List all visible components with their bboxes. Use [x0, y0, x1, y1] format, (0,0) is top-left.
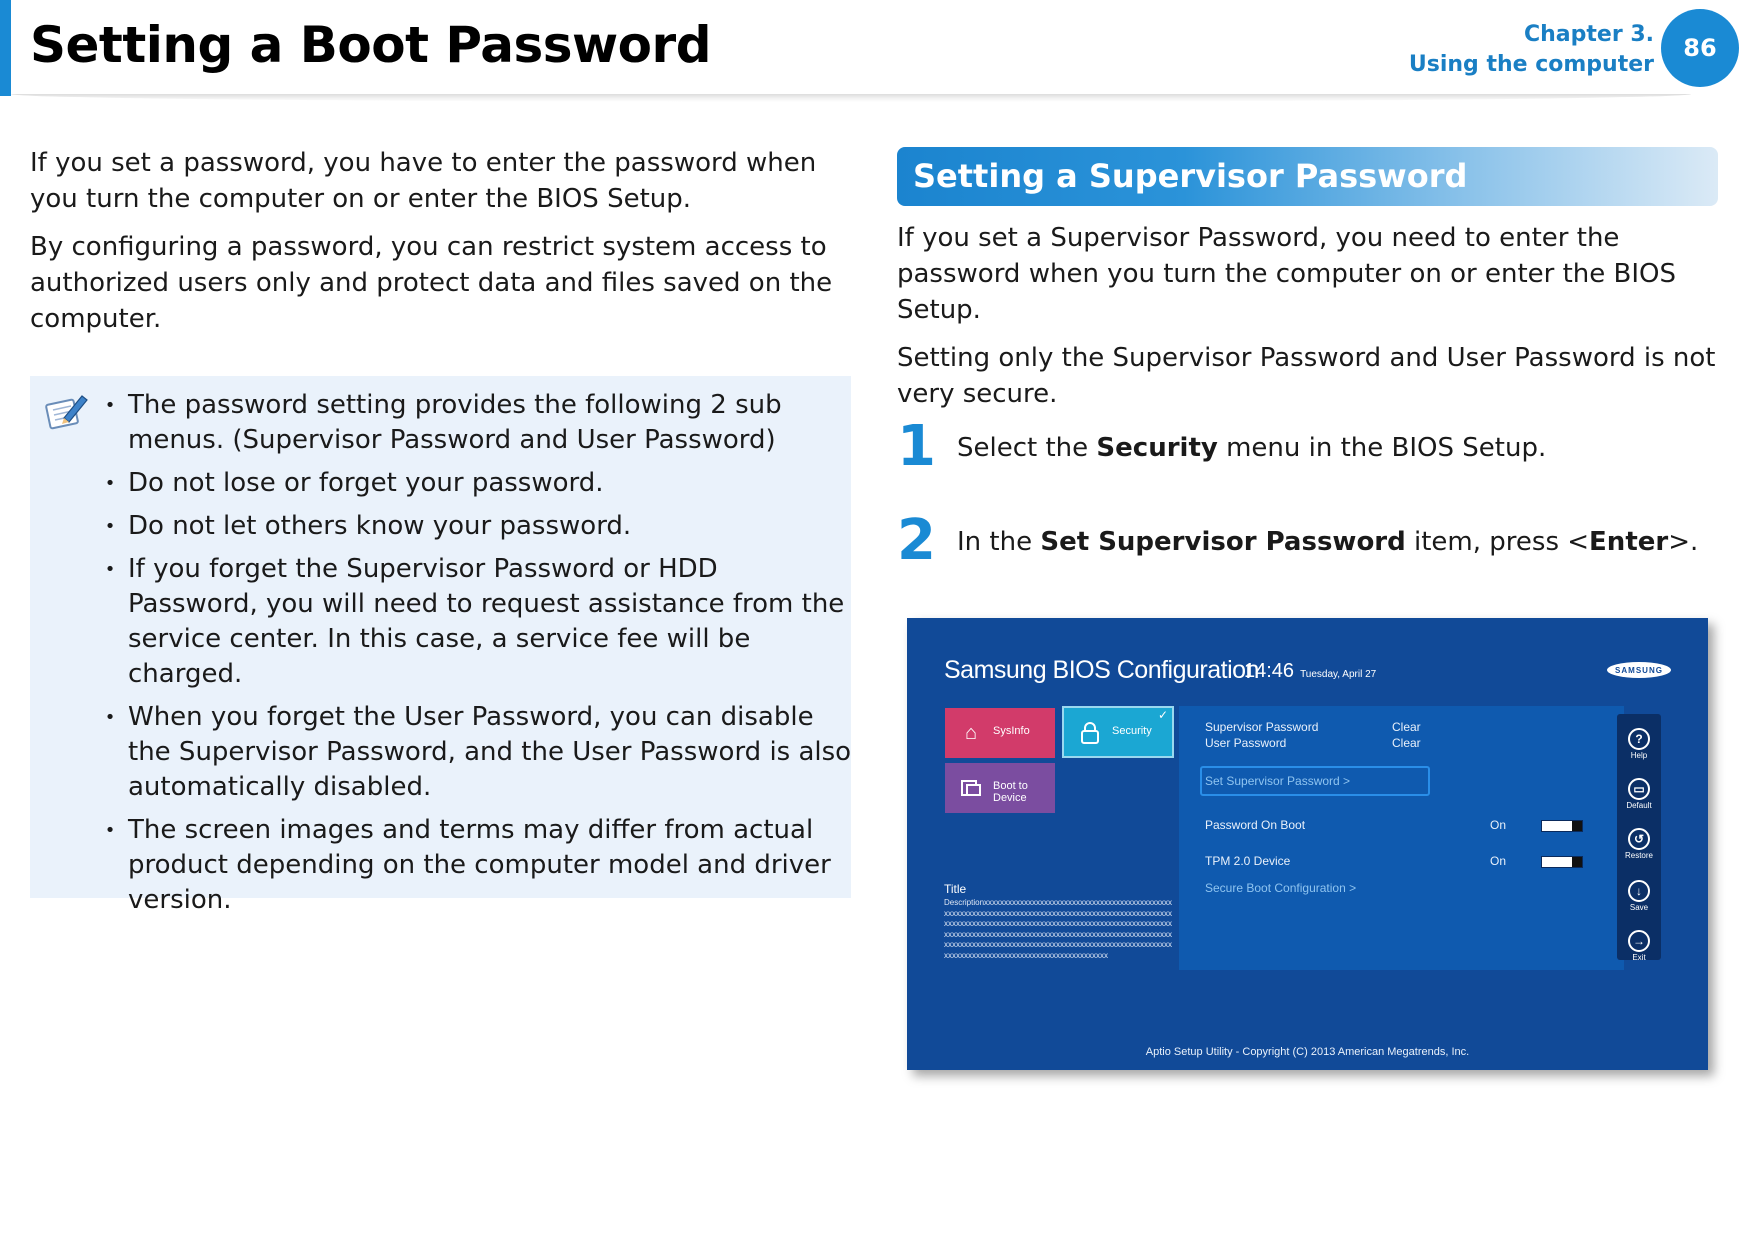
restore-icon: ↺: [1628, 828, 1650, 850]
user-password-status: Clear: [1392, 736, 1421, 750]
tpm-device-toggle[interactable]: [1541, 856, 1583, 868]
bios-tile-security[interactable]: Security ✓: [1062, 706, 1174, 758]
tpm-device-value: On: [1490, 854, 1507, 868]
step-text: In the Set Supervisor Password item, press <Enter>.: [957, 527, 1699, 557]
exit-icon: →: [1628, 930, 1650, 952]
chapter-heading: [1409, 20, 1654, 80]
user-password-label: User Password: [1205, 736, 1287, 750]
section-paragraph-2: Setting only the Supervisor Password and User Password is not very secure.: [897, 343, 1716, 409]
default-icon: ▭: [1628, 778, 1650, 800]
note-pencil-icon: [42, 388, 92, 438]
samsung-logo: SAMSUNG: [1607, 662, 1671, 678]
note-item: • Do not let others know your password.: [104, 511, 632, 541]
bios-tile-boot[interactable]: Boot to Device: [945, 763, 1055, 813]
home-icon: ⌂: [964, 721, 978, 744]
step-number: 1: [897, 414, 936, 479]
set-supervisor-password-item[interactable]: Set Supervisor Password >: [1205, 774, 1351, 788]
step-1: [897, 414, 1727, 480]
exit-button[interactable]: → Exit: [1617, 930, 1661, 962]
bios-side-menu: [1617, 714, 1661, 960]
secure-boot-configuration-item[interactable]: Secure Boot Configuration >: [1205, 881, 1357, 895]
note-box: [30, 376, 852, 915]
check-icon: ✓: [1157, 708, 1168, 722]
bios-title: Samsung BIOS Configuration: [944, 656, 1259, 684]
note-item: • Do not lose or forget your password.: [104, 468, 604, 498]
section-header-bar: [897, 147, 1718, 206]
restore-button[interactable]: ↺ Restore: [1617, 828, 1661, 860]
lock-icon: [1078, 721, 1102, 745]
note-item: • The screen images and terms may differ from actual product depending on the computer model and driver version.: [104, 815, 831, 915]
boot-device-icon: [959, 776, 983, 800]
section-body: [897, 220, 1727, 424]
save-button[interactable]: ↓ Save: [1617, 880, 1661, 912]
bios-screenshot: [907, 618, 1708, 1070]
default-button[interactable]: ▭ Default: [1617, 778, 1661, 810]
chapter-title: Using the computer: [1408, 52, 1654, 77]
note-item: • The password setting provides the following 2 sub menus. (Supervisor Password and User Password): [104, 390, 782, 455]
note-list: [92, 388, 852, 926]
page-number-badge: 86: [1661, 9, 1739, 87]
intro-paragraph-2: By configuring a password, you can restrict system access to authorized users only and protect data and files saved on the computer.: [30, 232, 833, 334]
step-number: 2: [897, 508, 936, 573]
bios-clock: 14:46 Tuesday, April 27: [1244, 660, 1377, 682]
password-on-boot-toggle[interactable]: [1541, 820, 1583, 832]
save-icon: ↓: [1628, 880, 1650, 902]
step-2: [897, 508, 1727, 574]
chapter-number: Chapter 3.: [1523, 22, 1654, 47]
supervisor-password-label: Supervisor Password: [1205, 720, 1319, 734]
header-divider: [11, 94, 1691, 102]
page-title: Setting a Boot Password: [30, 16, 711, 74]
intro-section: [30, 145, 850, 349]
note-item: • When you forget the User Password, you can disable the Supervisor Password, and the User Password is also automatically disabled.: [104, 702, 852, 802]
note-item: • If you forget the Supervisor Password or HDD Password, you will need to request assistance from the service center. In this case, a service fee will be charged.: [104, 554, 845, 689]
description-title: Title: [944, 882, 967, 896]
section-paragraph-1: If you set a Supervisor Password, you need to enter the password when you turn the computer on or enter the BIOS Setup.: [897, 223, 1676, 325]
help-button[interactable]: ? Help: [1617, 728, 1661, 760]
bios-footer: Aptio Setup Utility - Copyright (C) 2013 American Megatrends, Inc.: [1145, 1046, 1470, 1058]
section-title: Setting a Supervisor Password: [913, 157, 1468, 195]
header-accent-bar: [0, 0, 11, 96]
tpm-device-label: TPM 2.0 Device: [1205, 854, 1291, 868]
intro-paragraph-1: If you set a password, you have to enter the password when you turn the computer on or enter the BIOS Setup.: [30, 148, 817, 214]
description-text: Descriptionxxxxxxxxxxxxxxxxxxxxxxxxxxxxxxxxxxxxxxxxxxxxxxxxxxxxxxxxxxxxxxxxxxxxxxxxxxxxxxxxxxxxxxxxxxxxxxxxxxxxxxxxxxxxxxxxxxxxxxxxxxxxxxxxxxxxxxxxxxxxxxxxxxxxxxxxxxxxxxxxxxxxxxxxxxxxxxxxxxxxxxxxxxxxxxxxxxxxxxxxxxxxxxxxxxxxxxxxxxxxxxxxxxxxxxxxxxxxxxxxxxxxxxxxxxxxxxxxxxxxxxxxxxxxxxxxxxxxxxxxxxxxxxxxxxxxxxxxxxxxxxxxxxxxxxxxxxxx: [944, 898, 1173, 960]
step-text: Select the Security menu in the BIOS Setup.: [957, 433, 1547, 463]
help-icon: ?: [1628, 728, 1650, 750]
password-on-boot-value: On: [1490, 818, 1507, 832]
supervisor-password-status: Clear: [1392, 720, 1421, 734]
bios-tile-sysinfo[interactable]: ⌂ SysInfo: [945, 708, 1055, 758]
password-on-boot-label: Password On Boot: [1205, 818, 1306, 832]
